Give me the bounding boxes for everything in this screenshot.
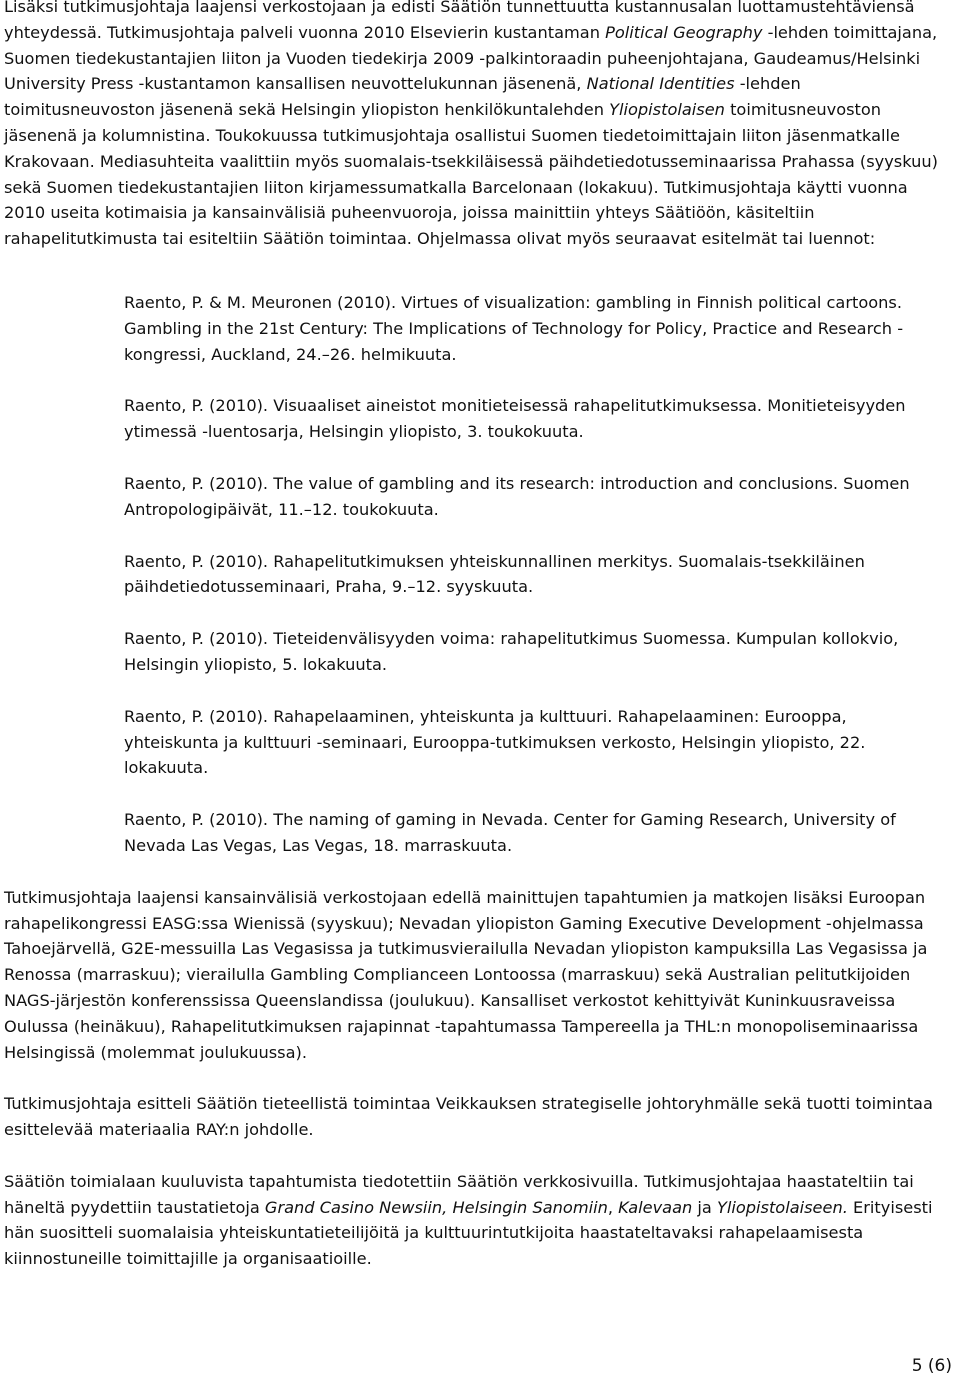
media-title: Grand Casino Newsiin, Helsingin Sanomiin xyxy=(264,1197,608,1217)
journal-title: National Identities xyxy=(586,74,735,94)
media-title: Yliopistolaiseen. xyxy=(716,1197,848,1217)
paragraph-media-relations: Säätiön toimialaan kuuluvista tapahtumista tiedotettiin Säätiön verkkosivuilla. Tutkimusjohtajaa haastateltiin tai häneltä pyydettiin taustatietoja Grand Casino Newsiin, Helsingin Sanomiin, Kalevaan ja Yliopistolaiseen. Erityisesti hän suositteli suomalaisia yhteiskuntatieteilijöitä ja kulttuurintutkijoita haastateltavaksi rahapelaamisesta kiinnostuneille toimittajille ja organisaatioille. xyxy=(4,1171,933,1269)
list-item: Raento, P. & M. Meuronen (2010). Virtues of visualization: gambling in Finnish political cartoons. Gambling in the 21st Century: The Implications of Technology for Policy, Practice and Research -kongressi, Auckland, 24.–26. helmikuuta. xyxy=(124,292,904,364)
journal-title: Political Geography xyxy=(605,22,763,42)
journal-title: Yliopistolaisen xyxy=(609,100,725,120)
paragraph-international-networks: Tutkimusjohtaja laajensi kansainvälisiä verkostojaan edellä mainittujen tapahtumien ja matkojen lisäksi Euroopan rahapelikongressi EASG:ssa Wienissä (syyskuu); Nevadan yliopiston Gaming Executive Development -ohjelmassa Tahoejärvellä, G2E-messuilla Las Vegasissa ja tutkimusvierailulla Nevadan yliopiston kampuksilla Las Vegasissa ja Renossa (marraskuu); vierailulla Gambling Complianceen Lontoossa (marraskuu) sekä Australian pelitutkijoiden NAGS-järjestön konferenssissa Queenslandissa (joulukuu). Kansalliset verkostot kehittyivät Kuninkuusraveissa Oulussa (heinäkuu), Rahapelitutkimuksen rajapinnat -tapahtumassa Tampereella ja THL:n monopoliseminaarissa Helsingissä (molemmat joulukuussa). xyxy=(4,887,928,1062)
list-item: Raento, P. (2010). Rahapelaaminen, yhteiskunta ja kulttuuri. Rahapelaaminen: Eurooppa, yhteiskunta ja kulttuuri -seminaari, Eurooppa-tutkimuksen verkosto, Helsingin yliopisto, 22. lokakuuta. xyxy=(124,706,866,778)
list-item: Raento, P. (2010). Tieteidenvälisyyden voima: rahapelitutkimus Suomessa. Kumpulan kollokvio, Helsingin yliopisto, 5. lokakuuta. xyxy=(124,629,899,674)
list-item: Raento, P. (2010). The value of gambling and its research: introduction and conclusions. Suomen Antropologipäivät, 11.–12. toukokuuta. xyxy=(124,473,910,519)
list-item: Raento, P. (2010). The naming of gaming in Nevada. Center for Gaming Research, University of Nevada Las Vegas, Las Vegas, 18. marraskuuta. xyxy=(124,810,896,855)
media-title: Kalevaan xyxy=(618,1197,693,1217)
page-number: 5 (6) xyxy=(911,1356,952,1376)
paragraph-network-activities: Lisäksi tutkimusjohtaja laajensi verkostojaan ja edisti Säätiön tunnettuutta kustannusalan luottamustehtäviensä yhteydessä. Tutkimusjohtaja palveli vuonna 2010 Elsevierin kustantaman Political Geography -lehden toimittajana, Suomen tiedekustantajien liiton ja Vuoden tiedekirja 2009 -palkintoraadin puheenjohtajana, Gaudeamus/Helsinki University Press -kustantamon kansallisen neuvottelukunnan jäsenenä, National Identities -lehden toimitusneuvoston jäsenenä sekä Helsingin yliopiston henkilökuntalehden Yliopistolaisen toimitusneuvoston jäsenenä ja kolumnistina. Toukokuussa tutkimusjohtaja osallistui Suomen tiedetoimittajain liiton jäsenmatkalle Krakovaan. Mediasuhteita vaalittiin myös suomalais-tsekkiläisessä päihdetiedotusseminaarissa Prahassa (syyskuu) sekä Suomen tiedekustantajien liiton kirjamessumatkalla Barcelonaan (lokakuu). Tutkimusjohtaja käytti vuonna 2010 useita kotimaisia ja kansainvälisiä puheenvuoroja, joissa mainittiin yhteys Säätiöön, käsiteltiin rahapelitutkimusta tai esiteltiin Säätiön toimintaa. Ohjelmassa olivat myös seuraavat esitelmät tai luennot: xyxy=(4,0,938,249)
paragraph-presentations-to-operators: Tutkimusjohtaja esitteli Säätiön tieteellistä toimintaa Veikkauksen strategiselle johtoryhmälle sekä tuotti toimintaa esittelevää materiaalia RAY:n johdolle. xyxy=(4,1094,933,1140)
list-item: Raento, P. (2010). Rahapelitutkimuksen yhteiskunnallinen merkitys. Suomalais-tsekkiläinen päihdetiedotusseminaari, Praha, 9.–12. syyskuuta. xyxy=(124,551,865,597)
list-item: Raento, P. (2010). Visuaaliset aineistot monitieteisessä rahapelitutkimuksessa. Monitieteisyyden ytimessä -luentosarja, Helsingin yliopisto, 3. toukokuuta. xyxy=(124,396,906,442)
document-page xyxy=(4,0,954,1272)
presentation-list xyxy=(124,290,944,859)
